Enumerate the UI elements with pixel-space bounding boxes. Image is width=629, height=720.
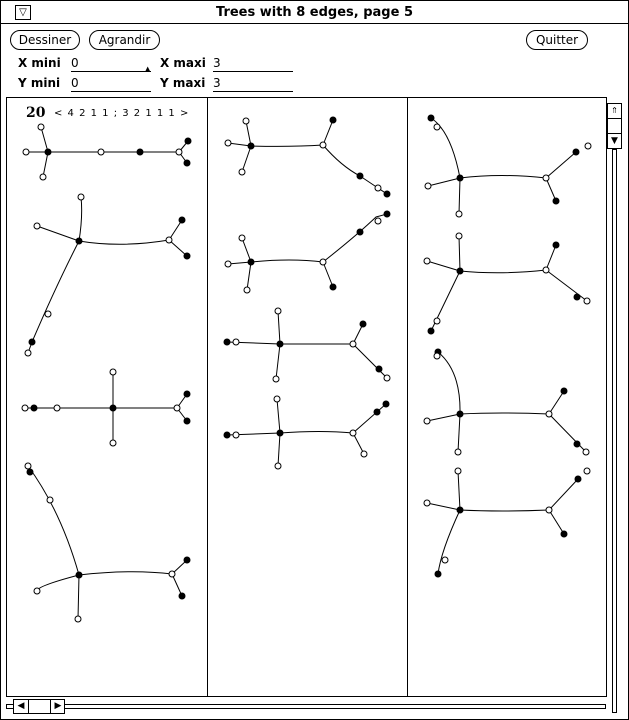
enlarge-button[interactable]: Agrandir <box>89 30 160 50</box>
tree-node <box>357 229 363 235</box>
tree-node <box>457 175 463 181</box>
tree-node <box>384 375 390 381</box>
tree-node <box>457 268 463 274</box>
tree-edge <box>28 197 187 353</box>
tree-node <box>374 409 380 415</box>
tree-node <box>248 143 254 149</box>
tree-node <box>434 353 440 359</box>
xmax-label: X maxi <box>160 56 206 70</box>
scroll-trough[interactable] <box>612 149 617 713</box>
tree-node <box>76 572 82 578</box>
tree-edge <box>25 372 187 443</box>
left-arrow-icon[interactable]: ◀ <box>14 700 29 713</box>
double-up-arrow-icon[interactable]: ⇑ <box>608 104 621 119</box>
tree-node <box>546 507 552 513</box>
tree-edge <box>28 466 187 619</box>
tree-node <box>110 405 116 411</box>
tree-node <box>239 235 245 241</box>
tree-node <box>275 463 281 469</box>
tree-node <box>25 463 31 469</box>
tree-node <box>428 115 434 121</box>
tree-node <box>225 261 231 267</box>
tree-node <box>435 571 441 577</box>
ymax-value: 3 <box>213 76 221 90</box>
tree-node <box>47 497 53 503</box>
tree-node <box>40 174 46 180</box>
tree-node <box>543 175 549 181</box>
tree-edge <box>228 120 387 194</box>
ymin-label: Y mini <box>18 76 61 90</box>
tree-node <box>455 449 461 455</box>
tree-node <box>361 451 367 457</box>
right-arrow-icon[interactable]: ▶ <box>50 700 65 713</box>
tree-node <box>29 339 35 345</box>
window-title: Trees with 8 edges, page 5 <box>216 5 413 20</box>
tree-node <box>179 217 185 223</box>
tree-drawings <box>1 1 628 719</box>
tree-node <box>425 183 431 189</box>
tree-node <box>277 341 283 347</box>
tree-node <box>457 507 463 513</box>
tree-node <box>543 267 549 273</box>
tree-node <box>224 339 230 345</box>
tree-node <box>185 138 191 144</box>
tree-node <box>174 405 180 411</box>
tree-node <box>573 149 579 155</box>
elevator-drag-area[interactable] <box>608 119 621 134</box>
tree-node <box>360 321 366 327</box>
tree-node <box>277 430 283 436</box>
tree-node <box>45 311 51 317</box>
tree-node <box>561 531 567 537</box>
xmax-value: 3 <box>213 56 221 70</box>
tree-node <box>574 294 580 300</box>
tree-node <box>585 143 591 149</box>
tree-node <box>27 469 33 475</box>
tree-node <box>137 149 143 155</box>
tree-node <box>224 432 230 438</box>
tree-node <box>110 369 116 375</box>
tree-node <box>330 117 336 123</box>
scroll-elevator[interactable] <box>13 699 65 714</box>
tree-node <box>184 418 190 424</box>
tree-node <box>184 391 190 397</box>
tree-node <box>233 432 239 438</box>
quit-button[interactable]: Quitter <box>526 30 588 50</box>
tree-node <box>248 259 254 265</box>
ymin-value: 0 <box>71 76 79 90</box>
tree-node <box>442 557 448 563</box>
tree-node <box>575 476 581 482</box>
tree-node <box>350 341 356 347</box>
triangle-down-icon: ▽ <box>19 7 27 18</box>
xmin-value: 0 <box>71 56 79 70</box>
tree-node <box>239 169 245 175</box>
tree-node <box>54 405 60 411</box>
down-arrow-icon[interactable]: ▼ <box>611 136 618 146</box>
tree-node <box>320 142 326 148</box>
tree-node <box>376 366 382 372</box>
tree-node <box>553 198 559 204</box>
tree-node <box>456 211 462 217</box>
tree-node <box>98 149 104 155</box>
text-caret: ▲ <box>145 65 151 73</box>
tree-node <box>574 441 580 447</box>
tree-edge <box>427 471 578 574</box>
tree-node <box>75 616 81 622</box>
tree-node <box>34 223 40 229</box>
tree-node <box>424 418 430 424</box>
tree-node <box>584 468 590 474</box>
tree-node <box>23 149 29 155</box>
tree-node <box>275 308 281 314</box>
tree-node <box>350 430 356 436</box>
tree-node <box>561 388 567 394</box>
tree-node <box>25 350 31 356</box>
tree-number: 20 <box>26 105 46 121</box>
tree-code: < 4 2 1 1 ; 3 2 1 1 1 > <box>54 108 190 119</box>
tree-node <box>330 284 336 290</box>
tree-node <box>434 124 440 130</box>
tree-node <box>274 396 280 402</box>
tree-node <box>424 258 430 264</box>
ymax-label: Y maxi <box>160 76 206 90</box>
tree-node <box>34 588 40 594</box>
tree-node <box>179 593 185 599</box>
tree-node <box>184 253 190 259</box>
tree-node <box>45 149 51 155</box>
tree-node <box>22 405 28 411</box>
tree-node <box>357 173 363 179</box>
tree-node <box>553 242 559 248</box>
tree-edge <box>228 214 387 290</box>
tree-node <box>176 149 182 155</box>
tree-node <box>31 405 37 411</box>
tree-node <box>384 211 390 217</box>
tree-node <box>76 238 82 244</box>
tree-node <box>584 298 590 304</box>
tree-node <box>384 191 390 197</box>
tree-node <box>455 468 461 474</box>
tree-node <box>456 233 462 239</box>
tree-node <box>428 328 434 334</box>
tree-node <box>243 118 249 124</box>
tree-node <box>225 140 231 146</box>
tree-node <box>320 259 326 265</box>
tree-node <box>375 185 381 191</box>
tree-node <box>546 411 552 417</box>
tree-node <box>244 287 250 293</box>
tree-node <box>375 218 381 224</box>
tree-node <box>184 557 190 563</box>
tree-node <box>184 160 190 166</box>
tree-node <box>583 449 589 455</box>
horizontal-scrollbar[interactable] <box>6 698 606 714</box>
tree-node <box>424 500 430 506</box>
tree-edge <box>427 236 587 331</box>
tree-node <box>273 376 279 382</box>
tree-node <box>166 237 172 243</box>
tree-node <box>38 124 44 130</box>
tree-node <box>233 339 239 345</box>
xmin-label: X mini <box>18 56 61 70</box>
tree-node <box>169 571 175 577</box>
draw-button[interactable]: Dessiner <box>10 30 80 50</box>
tree-node <box>110 440 116 446</box>
scroll-trough[interactable] <box>6 704 606 709</box>
tree-node <box>434 318 440 324</box>
vertical-scrollbar[interactable] <box>606 97 623 717</box>
tree-edge <box>427 352 586 452</box>
tree-node <box>78 194 84 200</box>
tree-node <box>383 401 389 407</box>
scroll-elevator[interactable] <box>607 103 622 149</box>
tree-node <box>457 411 463 417</box>
